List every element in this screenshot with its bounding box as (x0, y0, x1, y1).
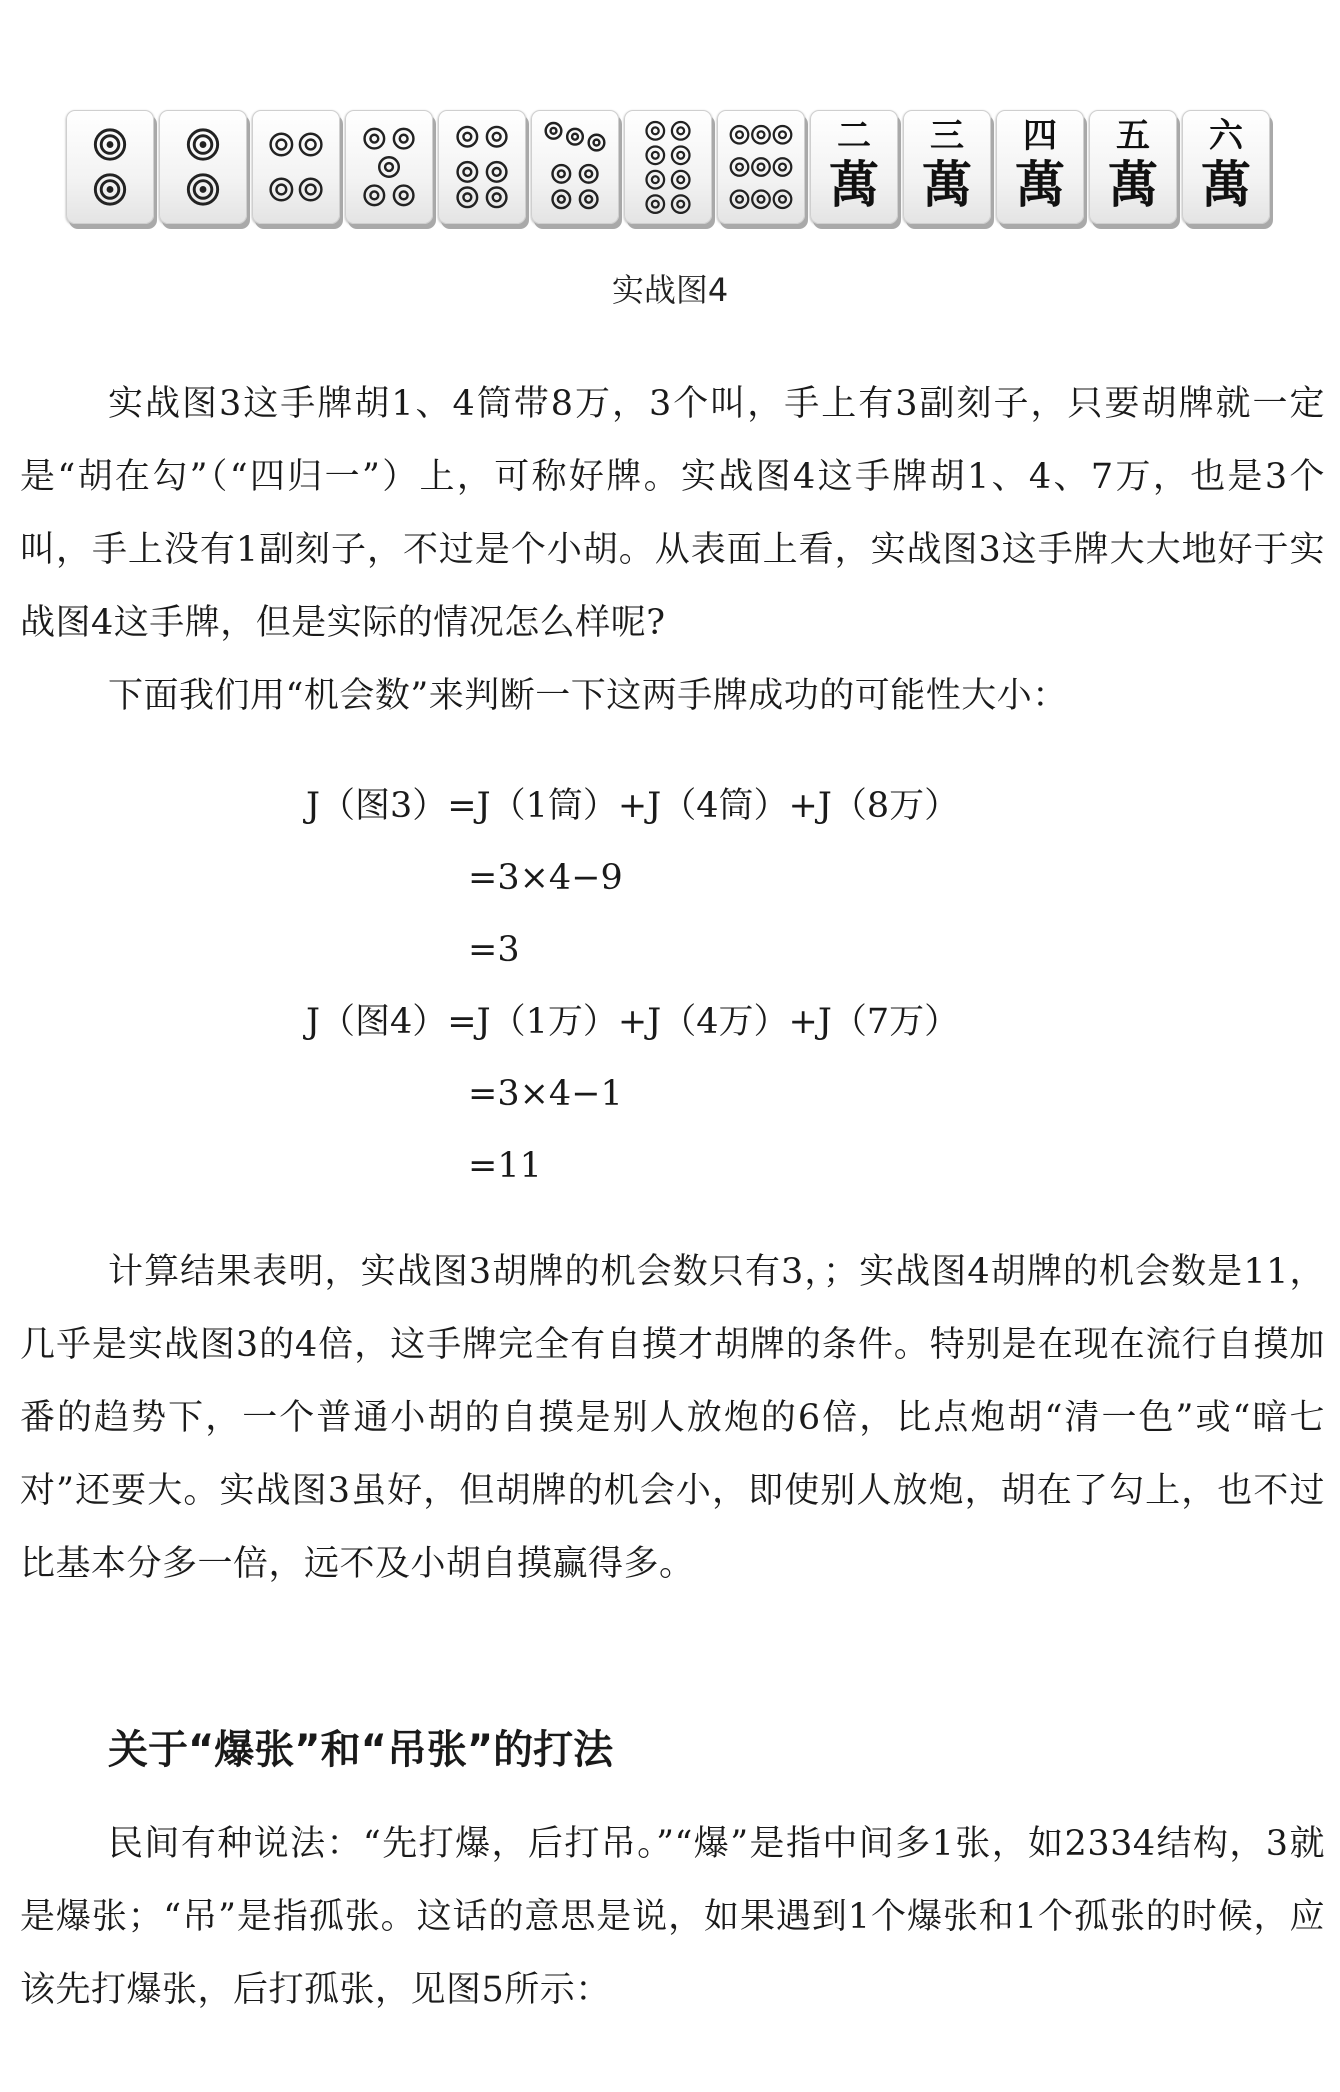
section-heading: 关于“爆张”和“吊张”的打法 (108, 1727, 614, 1773)
tile-wan-char: 萬 (1015, 155, 1065, 214)
tile-number: 六 (1209, 116, 1243, 156)
tile-wan-char: 萬 (1201, 155, 1251, 214)
formula-fig3-line1: J（图3）=J（1筒）+J（4筒）+J（8万） (306, 786, 960, 826)
four-wan-tile (996, 110, 1084, 224)
five-circle-tile (345, 110, 433, 224)
two-wan-tile (810, 110, 898, 224)
tile-number: 四 (1023, 116, 1057, 156)
circle-pattern-icon (67, 111, 153, 223)
circle-pattern-icon (625, 111, 711, 223)
nine-circle-tile (717, 110, 805, 224)
paragraph-3: 计算结果表明，实战图3胡牌的机会数只有3，；实战图4胡牌的机会数是11，几乎是实战图3的4倍，这手牌完全有自摸才胡牌的条件。特别是在现在流行自摸加番的趋势下，一个普通小胡的自摸是别人放炮的6倍，比点炮胡“清一色”或“暗七对”还要大。实战图3虽好，但胡牌的机会小，即使别人放炮，胡在了勾上，也不过比基本分多一倍，远不及小胡自摸赢得多。 (20, 1252, 1325, 1584)
tile-wan-char: 萬 (1108, 155, 1158, 214)
paragraph-1: 实战图3这手牌胡1、4筒带8万，3个叫，手上有3副刻子，只要胡牌就一定是“胡在勾”（“四归一”）上，可称好牌。实战图4这手牌胡1、4、7万，也是3个叫，手上没有1副刻子，不过是个小胡。从表面上看，实战图3这手牌大大地好于实战图4这手牌，但是实际的情况怎么样呢? (20, 384, 1325, 643)
formula-fig3-line3: =3 (468, 930, 520, 970)
tile-number: 五 (1116, 116, 1150, 156)
tile-number: 二 (837, 116, 871, 156)
tile-wan-char: 萬 (829, 155, 879, 214)
five-wan-tile (1089, 110, 1177, 224)
formula-fig4-line1: J（图4）=J（1万）+J（4万）+J（7万） (306, 1002, 960, 1042)
paragraph-2: 下面我们用“机会数”来判断一下这两手牌成功的可能性大小： (108, 676, 1068, 716)
formula-fig4-line3: =11 (468, 1146, 542, 1186)
circle-pattern-icon (439, 111, 525, 223)
six-wan-tile (1182, 110, 1270, 224)
circle-pattern-icon (160, 111, 246, 223)
formula-fig3-line2: =3×4−9 (468, 858, 623, 898)
eight-circle-tile (624, 110, 712, 224)
mahjong-hand (66, 110, 1270, 224)
circle-pattern-icon (346, 111, 432, 223)
two-circle-tile (159, 110, 247, 224)
four-circle-tile (252, 110, 340, 224)
seven-circle-tile (531, 110, 619, 224)
six-circle-tile (438, 110, 526, 224)
formula-fig4-line2: =3×4−1 (468, 1074, 623, 1114)
circle-pattern-icon (718, 111, 804, 223)
tile-number: 三 (930, 116, 964, 156)
figure-caption: 实战图4 (611, 271, 729, 309)
circle-pattern-icon (532, 111, 618, 223)
one-circle-tile (66, 110, 154, 224)
paragraph-4: 民间有种说法：“先打爆，后打吊。”“爆”是指中间多1张，如2334结构，3就是爆张；“吊”是指孤张。这话的意思是说，如果遇到1个爆张和1个孤张的时候，应该先打爆张，后打孤张，见图5所示： (20, 1824, 1325, 2010)
circle-pattern-icon (253, 111, 339, 223)
tile-wan-char: 萬 (922, 155, 972, 214)
three-wan-tile (903, 110, 991, 224)
